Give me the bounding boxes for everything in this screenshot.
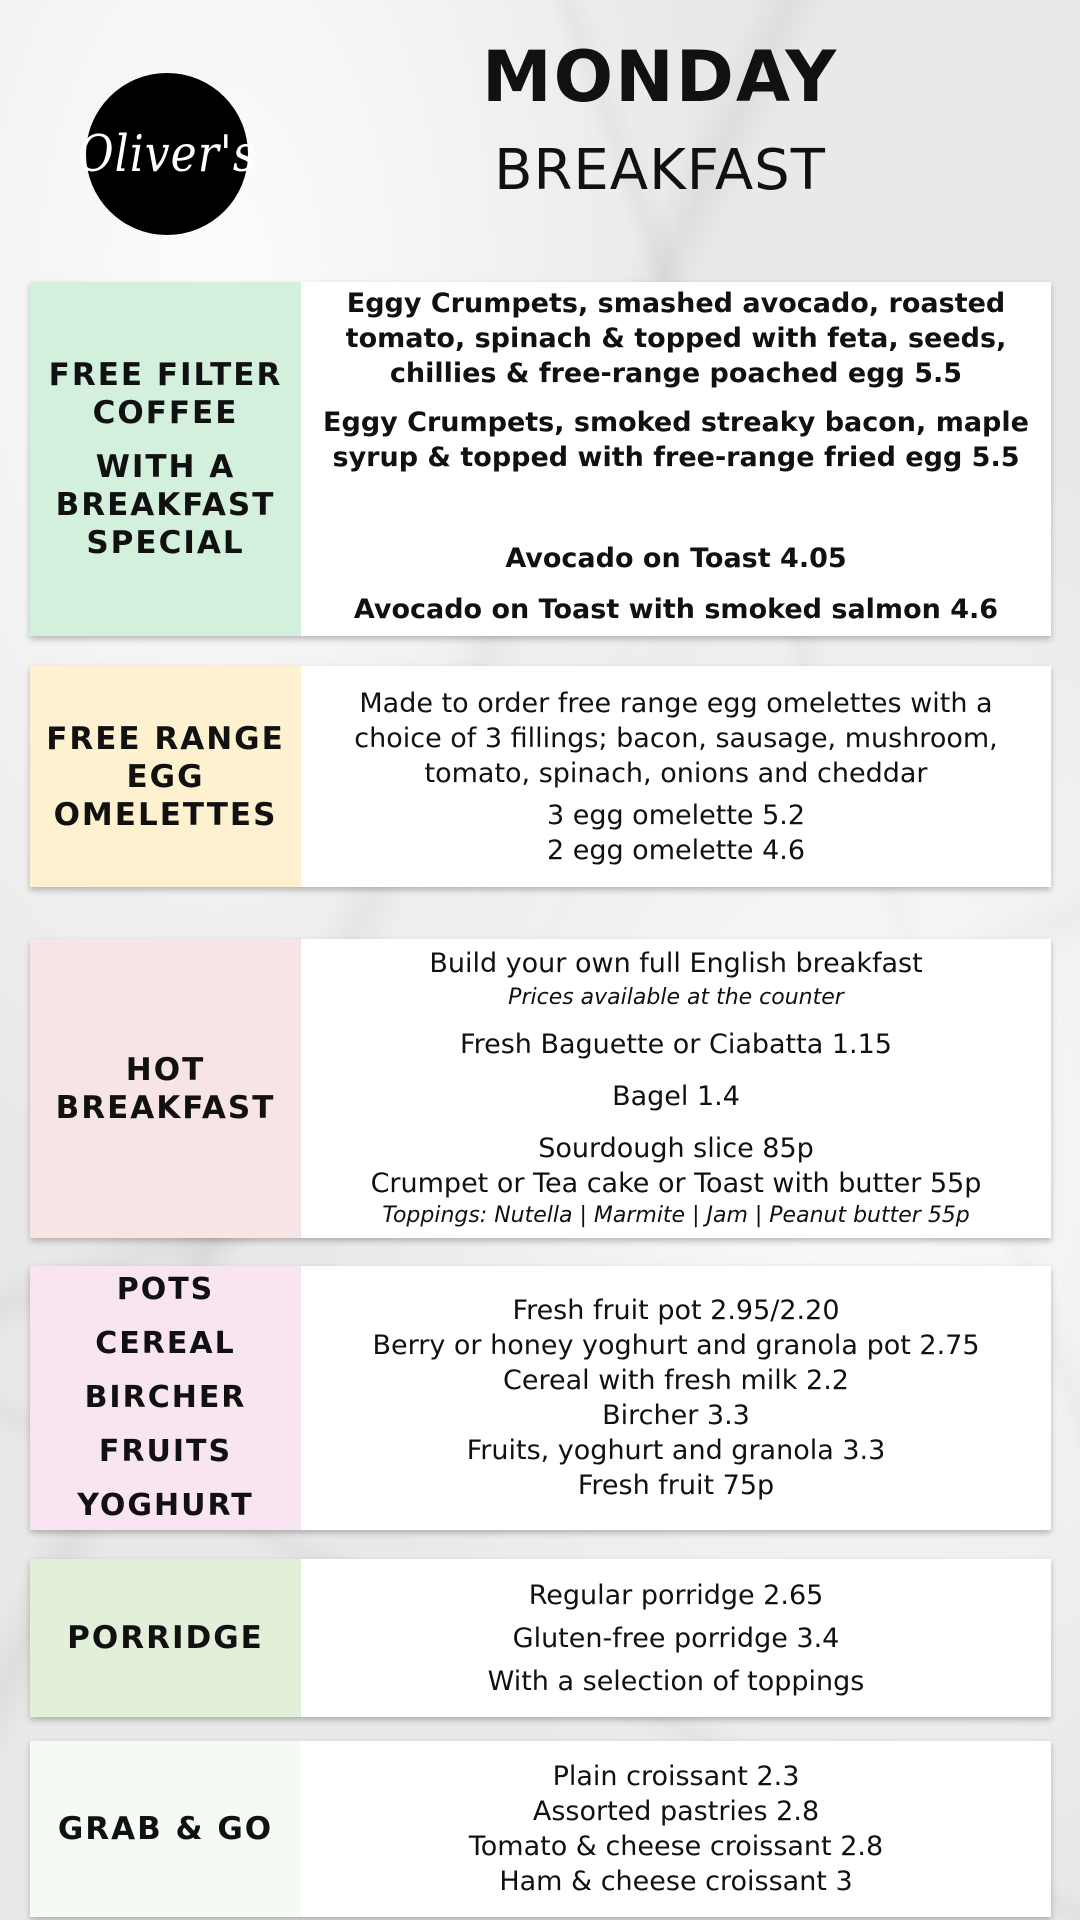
label-line: BREAKFAST	[55, 1089, 276, 1126]
label-line: WITH A	[95, 449, 236, 485]
section-label	[30, 666, 301, 887]
label-line: EGG	[126, 758, 205, 795]
menu-item: Bagel 1.4	[612, 1081, 740, 1112]
menu-item: Fresh Baguette or Ciabatta 1.15	[460, 1029, 892, 1060]
label-line: PORRIDGE	[67, 1620, 264, 1656]
section-hot-breakfast	[30, 939, 1051, 1238]
menu-item: Cereal with fresh milk 2.2	[503, 1365, 849, 1396]
section-content	[301, 1266, 1051, 1530]
menu-item: Gluten-free porridge 3.4	[512, 1622, 840, 1654]
menu-item: Eggy Crumpets, smashed avocado, roasted tomato, spinach & topped with feta, seeds, chillies & free-range poached egg 5.5	[345, 288, 1007, 389]
menu-item: Ham & cheese croissant 3	[499, 1866, 853, 1897]
section-grab-and-go	[30, 1741, 1051, 1917]
menu-item: Fruits, yoghurt and granola 3.3	[466, 1435, 886, 1466]
section-label	[30, 1266, 301, 1530]
section-omelettes	[30, 666, 1051, 887]
omelette-description: Made to order free range egg omelettes with a choice of 3 fillings; bacon, sausage, mushroom, tomato, spinach, onions and cheddar	[354, 687, 998, 789]
section-label	[30, 939, 301, 1238]
toppings-note: Toppings: Nutella | Marmite | Jam | Peanut butter 55p	[382, 1203, 970, 1228]
prices-note: Prices available at the counter	[508, 985, 844, 1010]
menu-header	[0, 0, 1080, 270]
menu-item: Plain croissant 2.3	[552, 1761, 800, 1792]
label-line: YOGHURT	[77, 1488, 254, 1523]
menu-item: Bircher 3.3	[602, 1400, 750, 1431]
menu-item: Crumpet or Tea cake or Toast with butter 55p	[370, 1168, 982, 1199]
label-line: GRAB & GO	[57, 1811, 274, 1847]
menu-item: Tomato & cheese croissant 2.8	[468, 1831, 884, 1862]
menu-item: Regular porridge 2.65	[528, 1579, 824, 1611]
label-line: BIRCHER	[84, 1380, 247, 1415]
label-line: CEREAL	[95, 1326, 236, 1361]
section-content	[301, 282, 1051, 636]
menu-item: Berry or honey yoghurt and granola pot 2.75	[372, 1330, 980, 1361]
menu-item: Avocado on Toast 4.05	[505, 543, 847, 574]
meal-title: BREAKFAST	[494, 138, 826, 203]
label-line: BREAKFAST	[55, 487, 276, 523]
label-line: FREE RANGE	[46, 720, 285, 757]
menu-item: Fresh fruit pot 2.95/2.20	[512, 1295, 840, 1326]
label-line: COFFEE	[92, 395, 239, 431]
label-line: SPECIAL	[86, 525, 245, 561]
menu-item: Eggy Crumpets, smoked streaky bacon, maple syrup & topped with free-range fried egg 5.5	[323, 407, 1029, 473]
section-content	[301, 1741, 1051, 1917]
menu-item: Fresh fruit 75p	[577, 1470, 775, 1501]
label-line: OMELETTES	[53, 796, 278, 833]
section-label	[30, 1559, 301, 1717]
section-breakfast-special	[30, 282, 1051, 636]
label-line: POTS	[116, 1272, 215, 1307]
menu-item: With a selection of toppings	[487, 1665, 865, 1697]
label-line: FRUITS	[98, 1434, 233, 1469]
section-porridge	[30, 1559, 1051, 1717]
section-label	[30, 1741, 301, 1917]
label-line: HOT	[125, 1051, 206, 1088]
menu-item: 3 egg omelette 5.2	[546, 799, 806, 831]
section-content	[301, 1559, 1051, 1717]
day-title: MONDAY	[481, 36, 839, 118]
hot-breakfast-intro: Build your own full English breakfast	[429, 948, 923, 979]
section-pots-cereal	[30, 1266, 1051, 1530]
label-line: FREE FILTER	[48, 357, 283, 393]
section-content	[301, 939, 1051, 1238]
menu-item: Sourdough slice 85p	[538, 1133, 814, 1164]
logo-text: Oliver's	[77, 124, 257, 184]
menu-item: Avocado on Toast with smoked salmon 4.6	[353, 594, 999, 625]
menu-item: 2 egg omelette 4.6	[546, 834, 806, 866]
olivers-logo	[77, 73, 257, 235]
menu-item: Assorted pastries 2.8	[532, 1796, 820, 1827]
section-label	[30, 282, 301, 636]
section-content	[301, 666, 1051, 887]
